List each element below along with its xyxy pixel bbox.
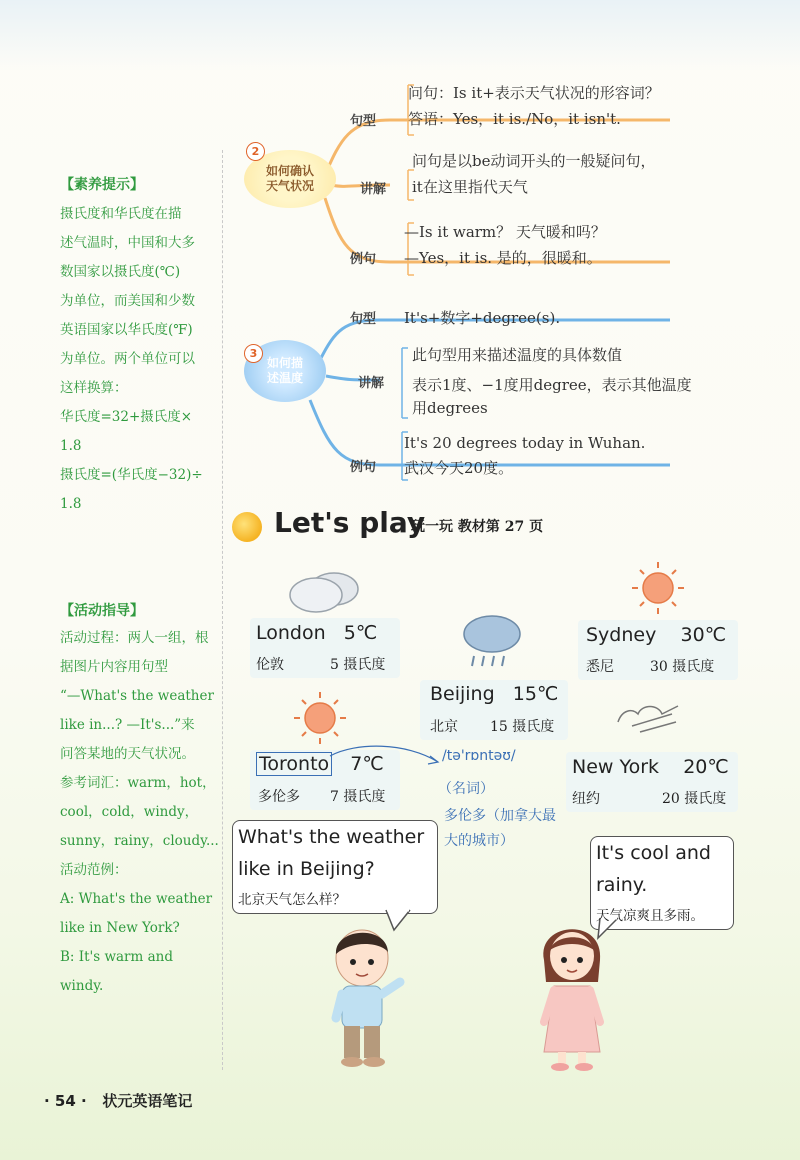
city-cn-beijing: 北京 <box>430 719 458 735</box>
city-cn-sydney: 悉尼 <box>586 659 614 675</box>
mindmap-3-number: 3 <box>244 344 263 363</box>
activity-text: 活动过程：两人一组，根 据图片内容用句型 “—What's the weather like in...? —It's...”来 问答某地的天气状况。 参考词汇：warm，hot， cool，cold，windy， sunny，rainy，cloudy... 活动范例： A: What's the weather like in New York? B: It's warm and windy. <box>60 630 219 994</box>
city-temp-london: 5℃ <box>343 622 378 644</box>
sidebar-divider <box>222 150 223 1070</box>
girl-illustration <box>532 912 612 1074</box>
city-cn-toronto: 多伦多 <box>258 789 300 805</box>
note-arrow <box>326 742 446 772</box>
city-en-london: London <box>256 622 326 644</box>
city-cn-london: 伦敦 <box>256 657 284 673</box>
note-meaning-l2: 大的城市） <box>444 833 514 849</box>
city-en-newyork: New York <box>572 756 660 778</box>
city-temp-beijing: 15℃ <box>512 683 559 705</box>
city-cn-temp-newyork: 20 摄氏度 <box>662 791 727 807</box>
mindmap-3-node-l2: 述温度 <box>266 371 303 385</box>
city-temp-sydney: 30℃ <box>680 624 727 646</box>
city-cn-temp-sydney: 30 摄氏度 <box>650 659 715 675</box>
mindmap-3-explain-l1: 此句型用来描述温度的具体数值 <box>412 346 623 364</box>
city-temp-toronto: 7℃ <box>350 753 384 775</box>
tip-text: 摄氏度和华氏度在描 述气温时，中国和大多 数国家以摄氏度(℃) 为单位，而美国和少数 英语国家以华氏度(℉) 为单位。两个单位可以 这样换算： 华氏度=32+摄氏度× 1.8 摄氏度=(华氏度−32)÷ 1.8 <box>60 206 203 512</box>
boy-question-l2: like in Beijing? <box>238 858 375 880</box>
city-temp-newyork: 20℃ <box>683 756 729 778</box>
rain-cloud-icon <box>460 612 530 672</box>
mindmap-2-explain-l2: it在这里指代天气 <box>412 178 528 196</box>
mindmap-3-example-l1: It's 20 degrees today in Wuhan. <box>404 434 646 452</box>
city-en-toronto: Toronto <box>256 752 332 776</box>
mindmap-3-pattern: It's+数字+degree(s). <box>404 309 561 327</box>
girl-answer-l2: rainy. <box>596 874 648 896</box>
page-number: · 54 · <box>44 1092 87 1110</box>
mindmap-2-branch-example: 例句 <box>350 252 377 267</box>
top-sky-decoration <box>0 0 800 70</box>
boy-illustration <box>322 918 412 1070</box>
city-en-sydney: Sydney <box>586 624 657 646</box>
mindmap-3-branch-pattern: 句型 <box>350 312 377 327</box>
mindmap-2-branch-explain: 讲解 <box>360 182 387 197</box>
boy-question-cn: 北京天气怎么样？ <box>238 892 346 908</box>
play-badge-icon <box>232 512 262 542</box>
play-title: Let's play <box>274 506 426 539</box>
boy-question-l1: What's the weather <box>238 826 425 848</box>
girl-answer-l1: It's cool and <box>596 842 711 864</box>
note-meaning-l1: 多伦多（加拿大最 <box>444 808 556 824</box>
mindmap-3-branch-explain: 讲解 <box>358 376 385 391</box>
city-cn-temp-london: 5 摄氏度 <box>330 657 386 673</box>
city-en-beijing: Beijing <box>430 683 495 705</box>
play-subtitle: 玩一玩 教材第 27 页 <box>411 519 544 535</box>
note-phonetic: /tə'rɒntəʊ/ <box>442 748 516 764</box>
note-pos: （名词） <box>438 781 494 797</box>
mindmap-2-example-l2: —Yes，it is. 是的，很暖和。 <box>404 249 602 267</box>
mindmap-2-explain-l1: 问句是以be动词开头的一般疑问句， <box>412 152 656 170</box>
tip-title: 【素养提示】 <box>60 177 144 193</box>
mindmap-2-branch-pattern: 句型 <box>350 114 377 129</box>
mindmap-2-node-l2: 天气状况 <box>265 179 314 193</box>
mindmap-2-number: 2 <box>246 142 265 161</box>
city-name-sydney <box>586 624 726 646</box>
city-cn-temp-beijing: 15 摄氏度 <box>490 719 555 735</box>
mindmap-3-explain-l2: 表示1度、−1度用degree，表示其他温度 <box>412 376 692 394</box>
sun-icon <box>290 690 350 746</box>
book-name: 状元英语笔记 <box>102 1092 193 1110</box>
activity-title: 【活动指导】 <box>60 603 144 619</box>
girl-answer-cn: 天气凉爽且多雨。 <box>596 908 704 924</box>
wind-icon <box>612 700 682 736</box>
page-footer <box>44 1090 192 1111</box>
mindmap-3-branch-example: 例句 <box>350 460 377 475</box>
mindmap-2-answer: 答语：Yes，it is./No，it isn't. <box>408 110 621 128</box>
city-name-london <box>256 622 377 644</box>
mindmap-2-example-l1: —Is it warm？ 天气暖和吗？ <box>404 223 606 241</box>
city-cn-newyork: 纽约 <box>572 791 600 807</box>
city-cn-temp-toronto: 7 摄氏度 <box>330 789 386 805</box>
city-name-newyork <box>572 756 729 778</box>
mindmap-2-node-l1: 如何确认 <box>265 164 314 178</box>
mindmap-3-node-l1: 如何描 <box>266 356 303 370</box>
sun-icon <box>628 560 688 616</box>
mindmap-3-example-l2: 武汉今天20度。 <box>404 459 514 477</box>
mindmap-2-question: 问句：Is it+表示天气状况的形容词？ <box>408 84 660 102</box>
cloud-icon <box>284 565 364 615</box>
mindmap-3-explain-l3: 用degrees <box>412 399 488 417</box>
city-name-beijing <box>430 683 558 705</box>
